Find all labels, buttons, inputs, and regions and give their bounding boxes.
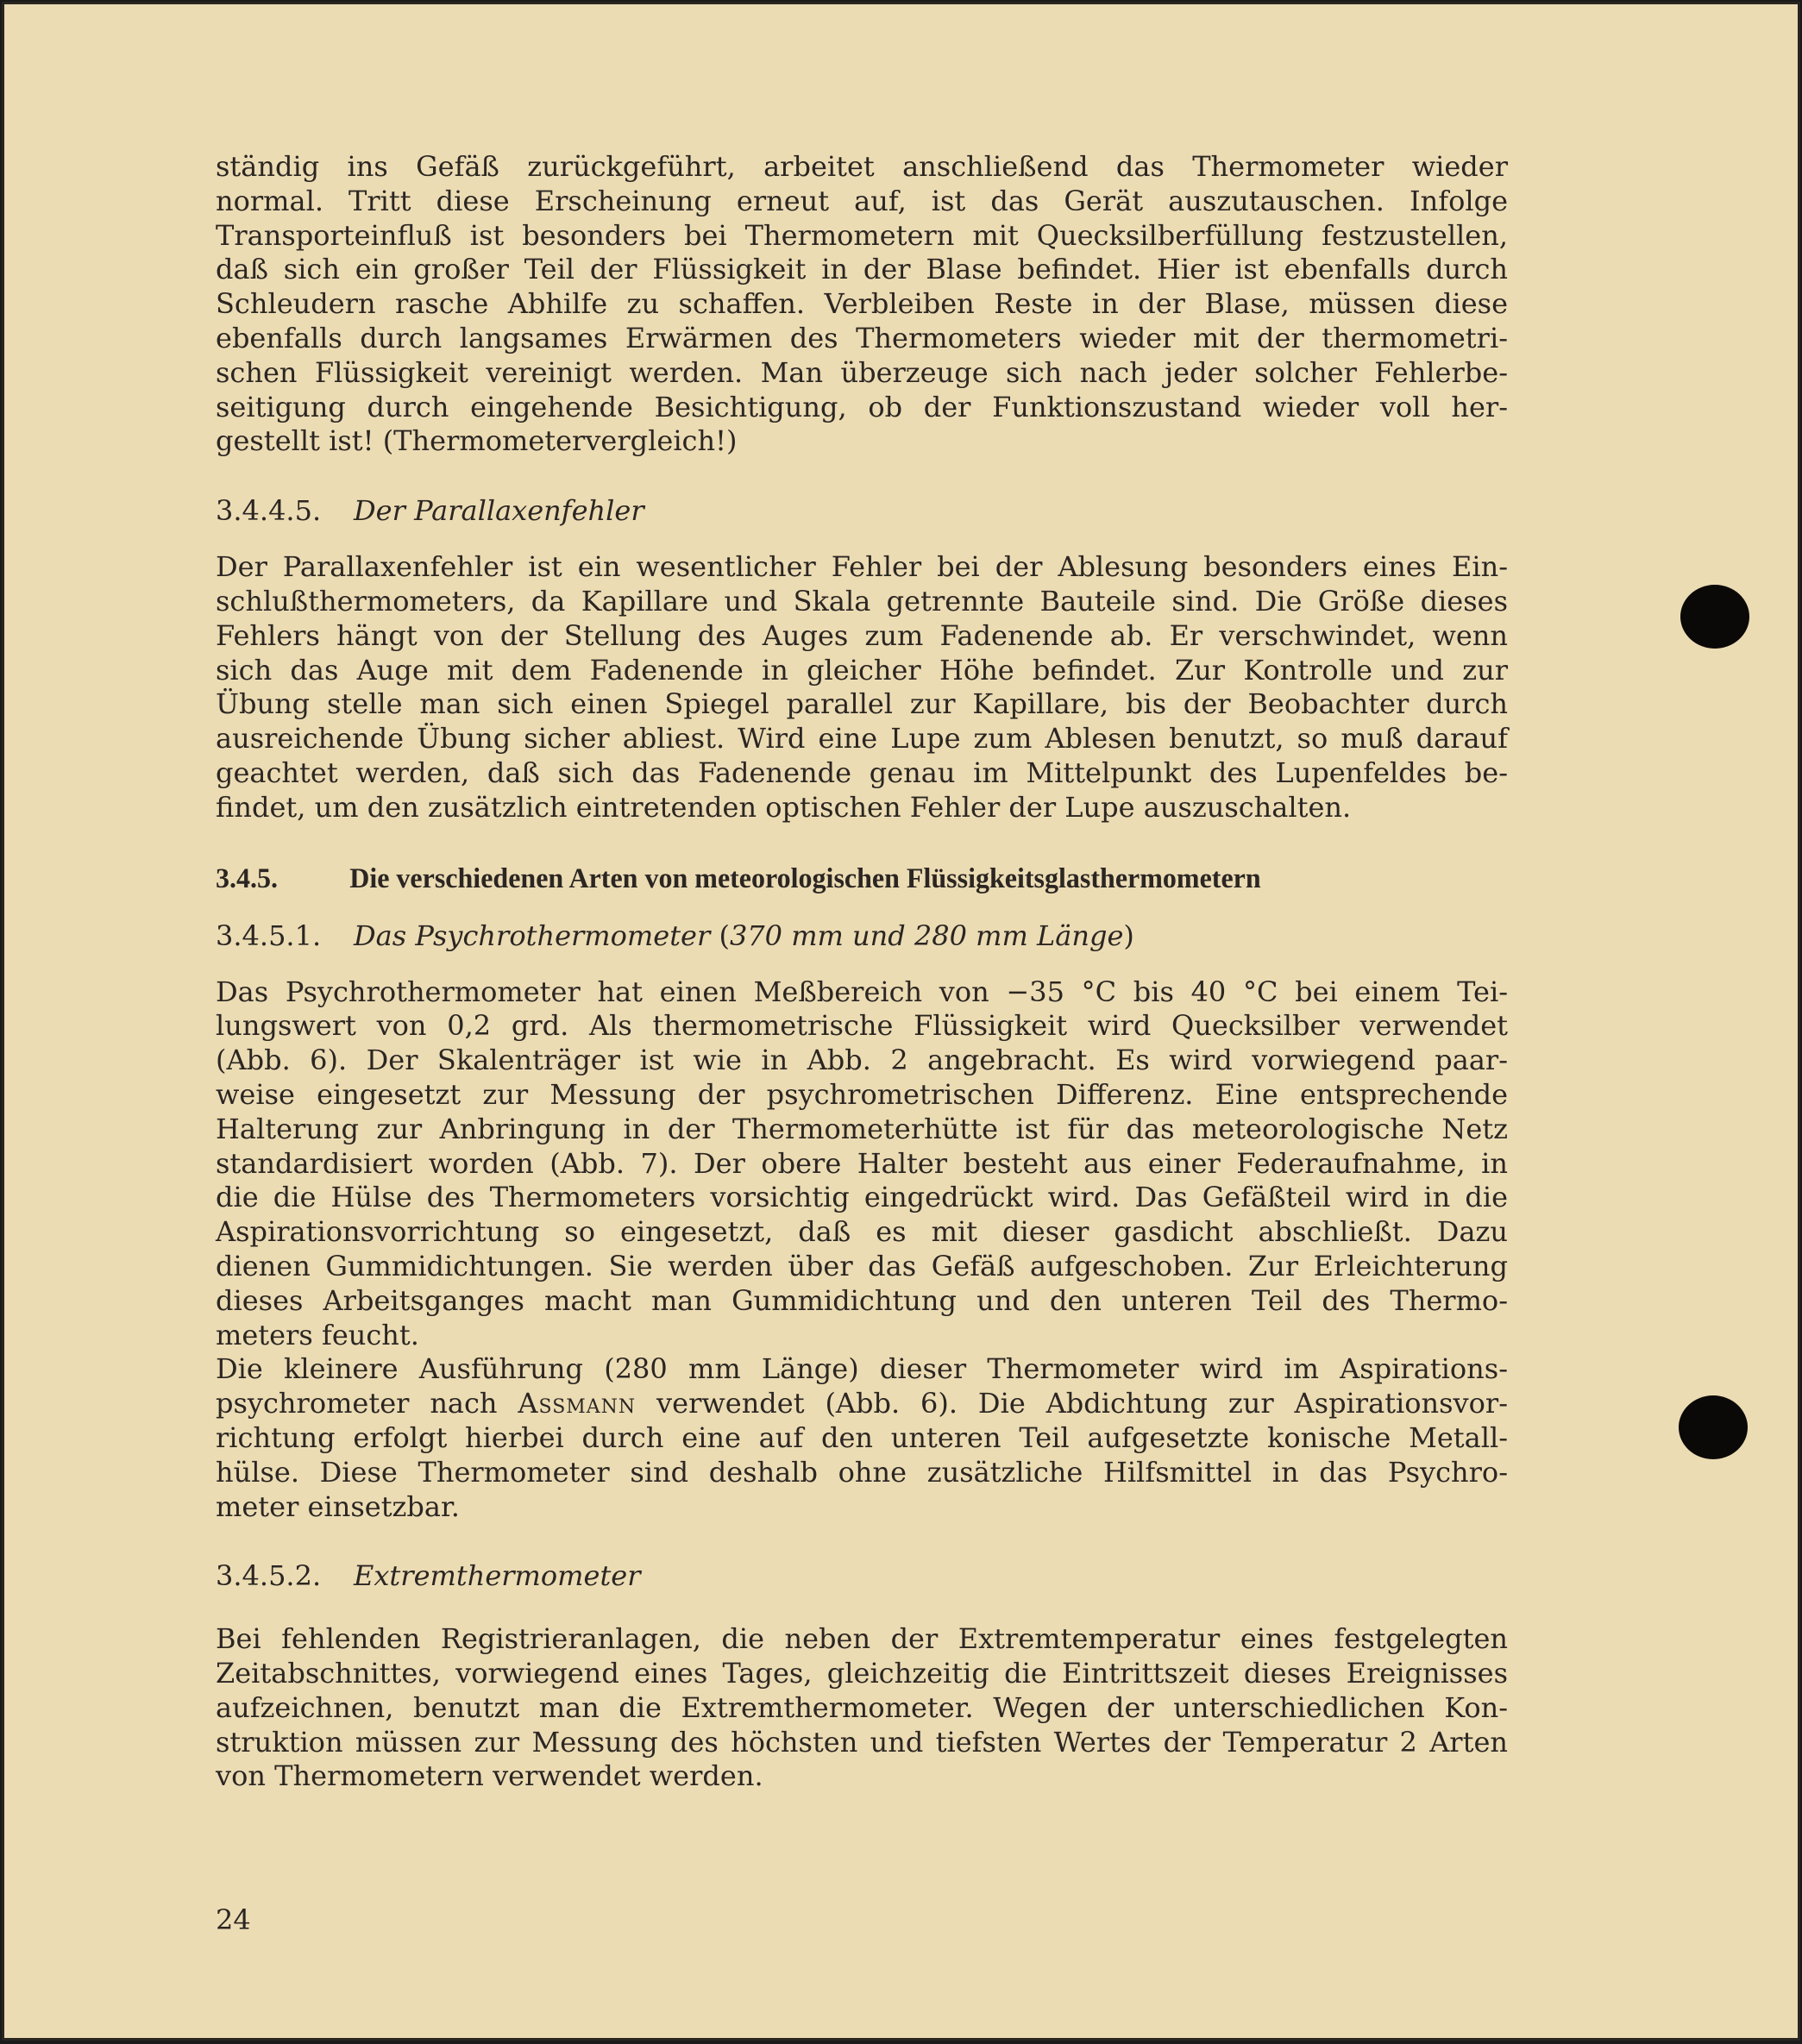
document-page: [2, 2, 1800, 2041]
section-heading-345: [216, 862, 1469, 896]
text-line: Zeitabschnittes, vorwiegend eines Tages, gleichzeitig die Eintrittszeit dieses Ereignisses: [216, 1657, 1508, 1690]
text-line: [216, 1387, 1508, 1421]
text-line: geachtet werden, daß sich das Fadenende genau im Mittelpunkt des Lupenfeldes be-: [216, 756, 1508, 789]
text-line: (Abb. 6). Der Skalenträger ist wie in Abb. 2 angebracht. Es wird vorwiegend paar-: [216, 1044, 1508, 1077]
text-line: weise eingesetzt zur Messung der psychrometrischen Differenz. Eine entsprechende: [216, 1077, 1508, 1111]
text-line: Aspirationsvorrichtung so eingesetzt, daß es mit dieser gasdicht abschließt. Dazu: [216, 1215, 1508, 1249]
section-number: 3.4.4.5.: [216, 494, 322, 528]
section-subtitle: 370 mm und 280 mm Länge: [729, 919, 1124, 952]
text-line: Das Psychrothermometer hat einen Meßbereich von −35 °C bis 40 °C bei einem Tei-: [216, 975, 1508, 1008]
text-line: daß sich ein großer Teil der Flüssigkeit in der Blase befindet. Hier ist ebenfalls durch: [216, 253, 1508, 286]
text-line: standardisiert worden (Abb. 7). Der obere Halter besteht aus einer Federaufnahme, in: [216, 1146, 1508, 1180]
section-title: Die verschiedenen Arten von meteorologischen Flüssigkeitsglasthermometern: [349, 862, 1261, 894]
text-fragment: psychrometer nach: [216, 1387, 518, 1420]
section-title: Das Psychrothermometer: [354, 919, 711, 952]
text-line: ebenfalls durch langsames Erwärmen des Thermometers wieder mit der thermometri-: [216, 321, 1508, 354]
section-number: 3.4.5.: [216, 862, 279, 894]
text-line: von Thermometern verwendet werden.: [216, 1759, 763, 1793]
text-line: findet, um den zusätzlich eintretenden optischen Fehler der Lupe auszuschalten.: [216, 790, 1352, 824]
section-heading-3452: [216, 1558, 1508, 1593]
punch-hole-bottom: [1679, 1395, 1748, 1459]
text-line: Die kleinere Ausführung (280 mm Länge) dieser Thermometer wird im Aspirations-: [216, 1352, 1508, 1386]
text-line: richtung erfolgt hierbei durch eine auf den unteren Teil aufgesetzte konische Metall-: [216, 1420, 1508, 1454]
text-line: schen Flüssigkeit vereinigt werden. Man überzeuge sich nach jeder solcher Fehlerbe-: [216, 355, 1508, 389]
text-line: Übung stelle man sich einen Spiegel parallel zur Kapillare, bis der Beobachter durch: [216, 687, 1508, 721]
text-line: Transporteinfluß ist besonders bei Thermometern mit Quecksilberfüllung festzustellen,: [216, 218, 1508, 252]
section-heading-3445: [216, 493, 1508, 528]
section-number: 3.4.5.1.: [216, 919, 322, 952]
section-number: 3.4.5.2.: [216, 1559, 322, 1593]
text-line: gestellt ist! (Thermometervergleich!): [216, 424, 738, 458]
text-line: Der Parallaxenfehler ist ein wesentlicher Fehler bei der Ablesung besonders eines Ein-: [216, 550, 1508, 584]
text-line: Fehlers hängt von der Stellung des Auges zum Fadenende ab. Er verschwindet, wenn: [216, 618, 1508, 652]
text-line: dienen Gummidichtungen. Sie werden über das Gefäß aufgeschoben. Zur Erleichterung: [216, 1249, 1508, 1282]
section-title: Extremthermometer: [354, 1559, 641, 1593]
parallax-paragraph: [216, 550, 1508, 824]
text-line: sich das Auge mit dem Fadenende in gleicher Höhe befindet. Zur Kontrolle und zur: [216, 653, 1508, 687]
text-line: meters feucht.: [216, 1318, 419, 1351]
intro-paragraph: [216, 150, 1508, 459]
text-line: ständig ins Gefäß zurückgeführt, arbeitet anschließend das Thermometer wieder: [216, 150, 1508, 183]
text-line: aufzeichnen, benutzt man die Extremthermometer. Wegen der unterschiedlichen Kon-: [216, 1690, 1508, 1724]
author-name: Assmann: [518, 1387, 637, 1420]
text-line: ausreichende Übung sicher abliest. Wird eine Lupe zum Ablesen benutzt, so muß darauf: [216, 722, 1508, 756]
text-line: die die Hülse des Thermometers vorsichtig eingedrückt wird. Das Gefäßteil wird in die: [216, 1181, 1508, 1214]
extrem-paragraph: [216, 1622, 1508, 1794]
text-line: lungswert von 0,2 grd. Als thermometrische Flüssigkeit wird Quecksilber verwendet: [216, 1009, 1508, 1043]
text-line: struktion müssen zur Messung des höchsten und tiefsten Wertes der Temperatur 2 Arten: [216, 1725, 1508, 1759]
section-title: Der Parallaxenfehler: [354, 494, 644, 528]
punch-hole-top: [1680, 585, 1749, 649]
text-line: seitigung durch eingehende Besichtigung, ob der Funktionszustand wieder voll her-: [216, 390, 1508, 423]
text-line: Schleudern rasche Abhilfe zu schaffen. Verbleiben Reste in der Blase, müssen diese: [216, 287, 1508, 321]
psychro-paragraph: [216, 975, 1508, 1525]
text-line: normal. Tritt diese Erscheinung erneut auf, ist das Gerät auszutauschen. Infolge: [216, 184, 1508, 217]
text-line: dieses Arbeitsganges macht man Gummidichtung und den unteren Teil des Thermo-: [216, 1283, 1508, 1317]
text-line: Halterung zur Anbringung in der Thermometerhütte ist für das meteorologische Netz: [216, 1112, 1508, 1145]
text-line: schlußthermometers, da Kapillare und Skala getrennte Bauteile sind. Die Größe dieses: [216, 584, 1508, 618]
page-number: 24: [216, 1903, 251, 1936]
page-content: [216, 150, 1508, 1794]
text-fragment: verwendet (Abb. 6). Die Abdichtung zur Aspirationsvor-: [636, 1387, 1509, 1420]
text-line: meter einsetzbar.: [216, 1489, 460, 1523]
text-line: Bei fehlenden Registrieranlagen, die neben der Extremtemperatur eines festgelegten: [216, 1622, 1508, 1656]
title-paren-close: ): [1123, 919, 1134, 952]
text-line: hülse. Diese Thermometer sind deshalb ohne zusätzliche Hilfsmittel in das Psychro-: [216, 1455, 1508, 1489]
section-heading-3451: [216, 919, 1508, 953]
title-paren-open: (: [710, 919, 730, 952]
